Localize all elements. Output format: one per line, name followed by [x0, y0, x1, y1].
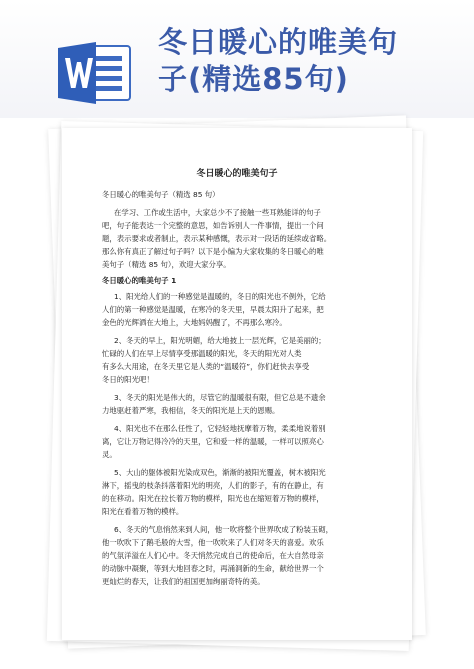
paragraph-line: 忙碌的人们在早上尽情享受那温暖的阳光，冬天的阳光对人类	[102, 349, 302, 358]
paragraph-line: 金色的光辉洒在大地上，大地妈妈醒了，不再那么寒冷。	[102, 318, 287, 327]
paragraph-line: 1、阳光给人们的一种感觉是温暖的，冬日的阳光也不例外，它给	[114, 292, 326, 301]
document-page	[62, 128, 412, 640]
document-subtitle: 冬日暖心的唯美句子（精选 85 句）	[102, 190, 220, 199]
page-title	[158, 24, 468, 98]
paragraph-line: 有多么大用途，在冬天里它是人类的“温暖符”，你们赶快去享受	[102, 362, 310, 371]
intro-line: 美句子（精选 85 句），欢迎大家分享。	[102, 260, 231, 269]
word-document-icon	[56, 40, 134, 106]
paragraph-line: 6、冬天的气息悄然来到人间，他一吹将整个世界吹成了粉装玉砌，	[114, 525, 334, 534]
paragraph-line: 他一吹吹下了鹅毛般的大雪，他一吹吹来了人们对冬天的喜爱。欢乐	[102, 538, 324, 547]
paragraph-line: 人们的第一种感觉是温暖，在寒冷的冬天里，早晨太阳升了起来，把	[102, 305, 324, 314]
paragraph-line: 灵。	[102, 450, 117, 459]
section-heading: 冬日暖心的唯美句子 1	[102, 276, 177, 285]
paragraph-line: 离，它让万物记得冷冷的天里，它和爱一样的温暖，一样可以照亮心	[102, 437, 324, 446]
intro-line: 那么你有真正了解过句子吗？以下是小编为大家收集的冬日暖心的唯	[102, 247, 324, 256]
intro-line: 在学习、工作或生活中，大家总少不了接触一些耳熟能详的句子	[114, 208, 321, 217]
paragraph-line: 更灿烂的春天，让我们的祖国更加绚丽奇特的美。	[102, 577, 265, 586]
paragraph-line: 3、冬天的阳光是伟大的，尽管它的温暖很有限，但它总是不遗余	[114, 393, 326, 402]
title-line-2: 子(精选85句)	[158, 62, 349, 96]
intro-line: 吧，句子能表达一个完整的意思，如告诉别人一件事情，提出一个问	[102, 221, 324, 230]
paragraph-line: 力地驱赶着严寒，我相信，冬天的阳光是上天的恩赐。	[102, 406, 280, 415]
paragraph-line: 的动脉中凝聚，等到大地回春之时，再涌洞新的生命，献给世界一个	[102, 564, 324, 573]
document-title: 冬日暖心的唯美句子	[196, 169, 278, 179]
paragraph-line: 4、阳光也不在那么任性了，它轻轻地抚摩着万物，柔柔地说着别	[114, 424, 326, 433]
paragraph-line: 淋下，摇曳的枝条抖落着阳光的明亮，人们的影子，有的在静止，有	[102, 481, 324, 490]
paragraph-line: 的气氛洋溢在人们心中。冬天悄然完成自己的使命后，在大自然母亲	[102, 551, 324, 560]
paragraph-line: 冬日的阳光吧！	[102, 375, 154, 384]
paragraph-line: 5、大山的躯体被阳光染成双色，渐渐的被阳光覆盖，树木被阳光	[114, 468, 326, 477]
paragraph-line: 阳光在看着万物的模样。	[102, 507, 184, 516]
paragraph-line: 2、冬天的早上，阳光明媚，给大地披上一层光辉，它是美丽的；	[114, 336, 326, 345]
paragraph-line: 的在移动。阳光在拉长着万物的模样，阳光也在缩短着万物的模样，	[102, 494, 324, 503]
title-line-1: 冬日暖心的唯美句	[158, 25, 399, 59]
intro-line: 题，表示要求或者制止，表示某种感慨，表示对一段话的延续或省略。	[102, 234, 332, 243]
